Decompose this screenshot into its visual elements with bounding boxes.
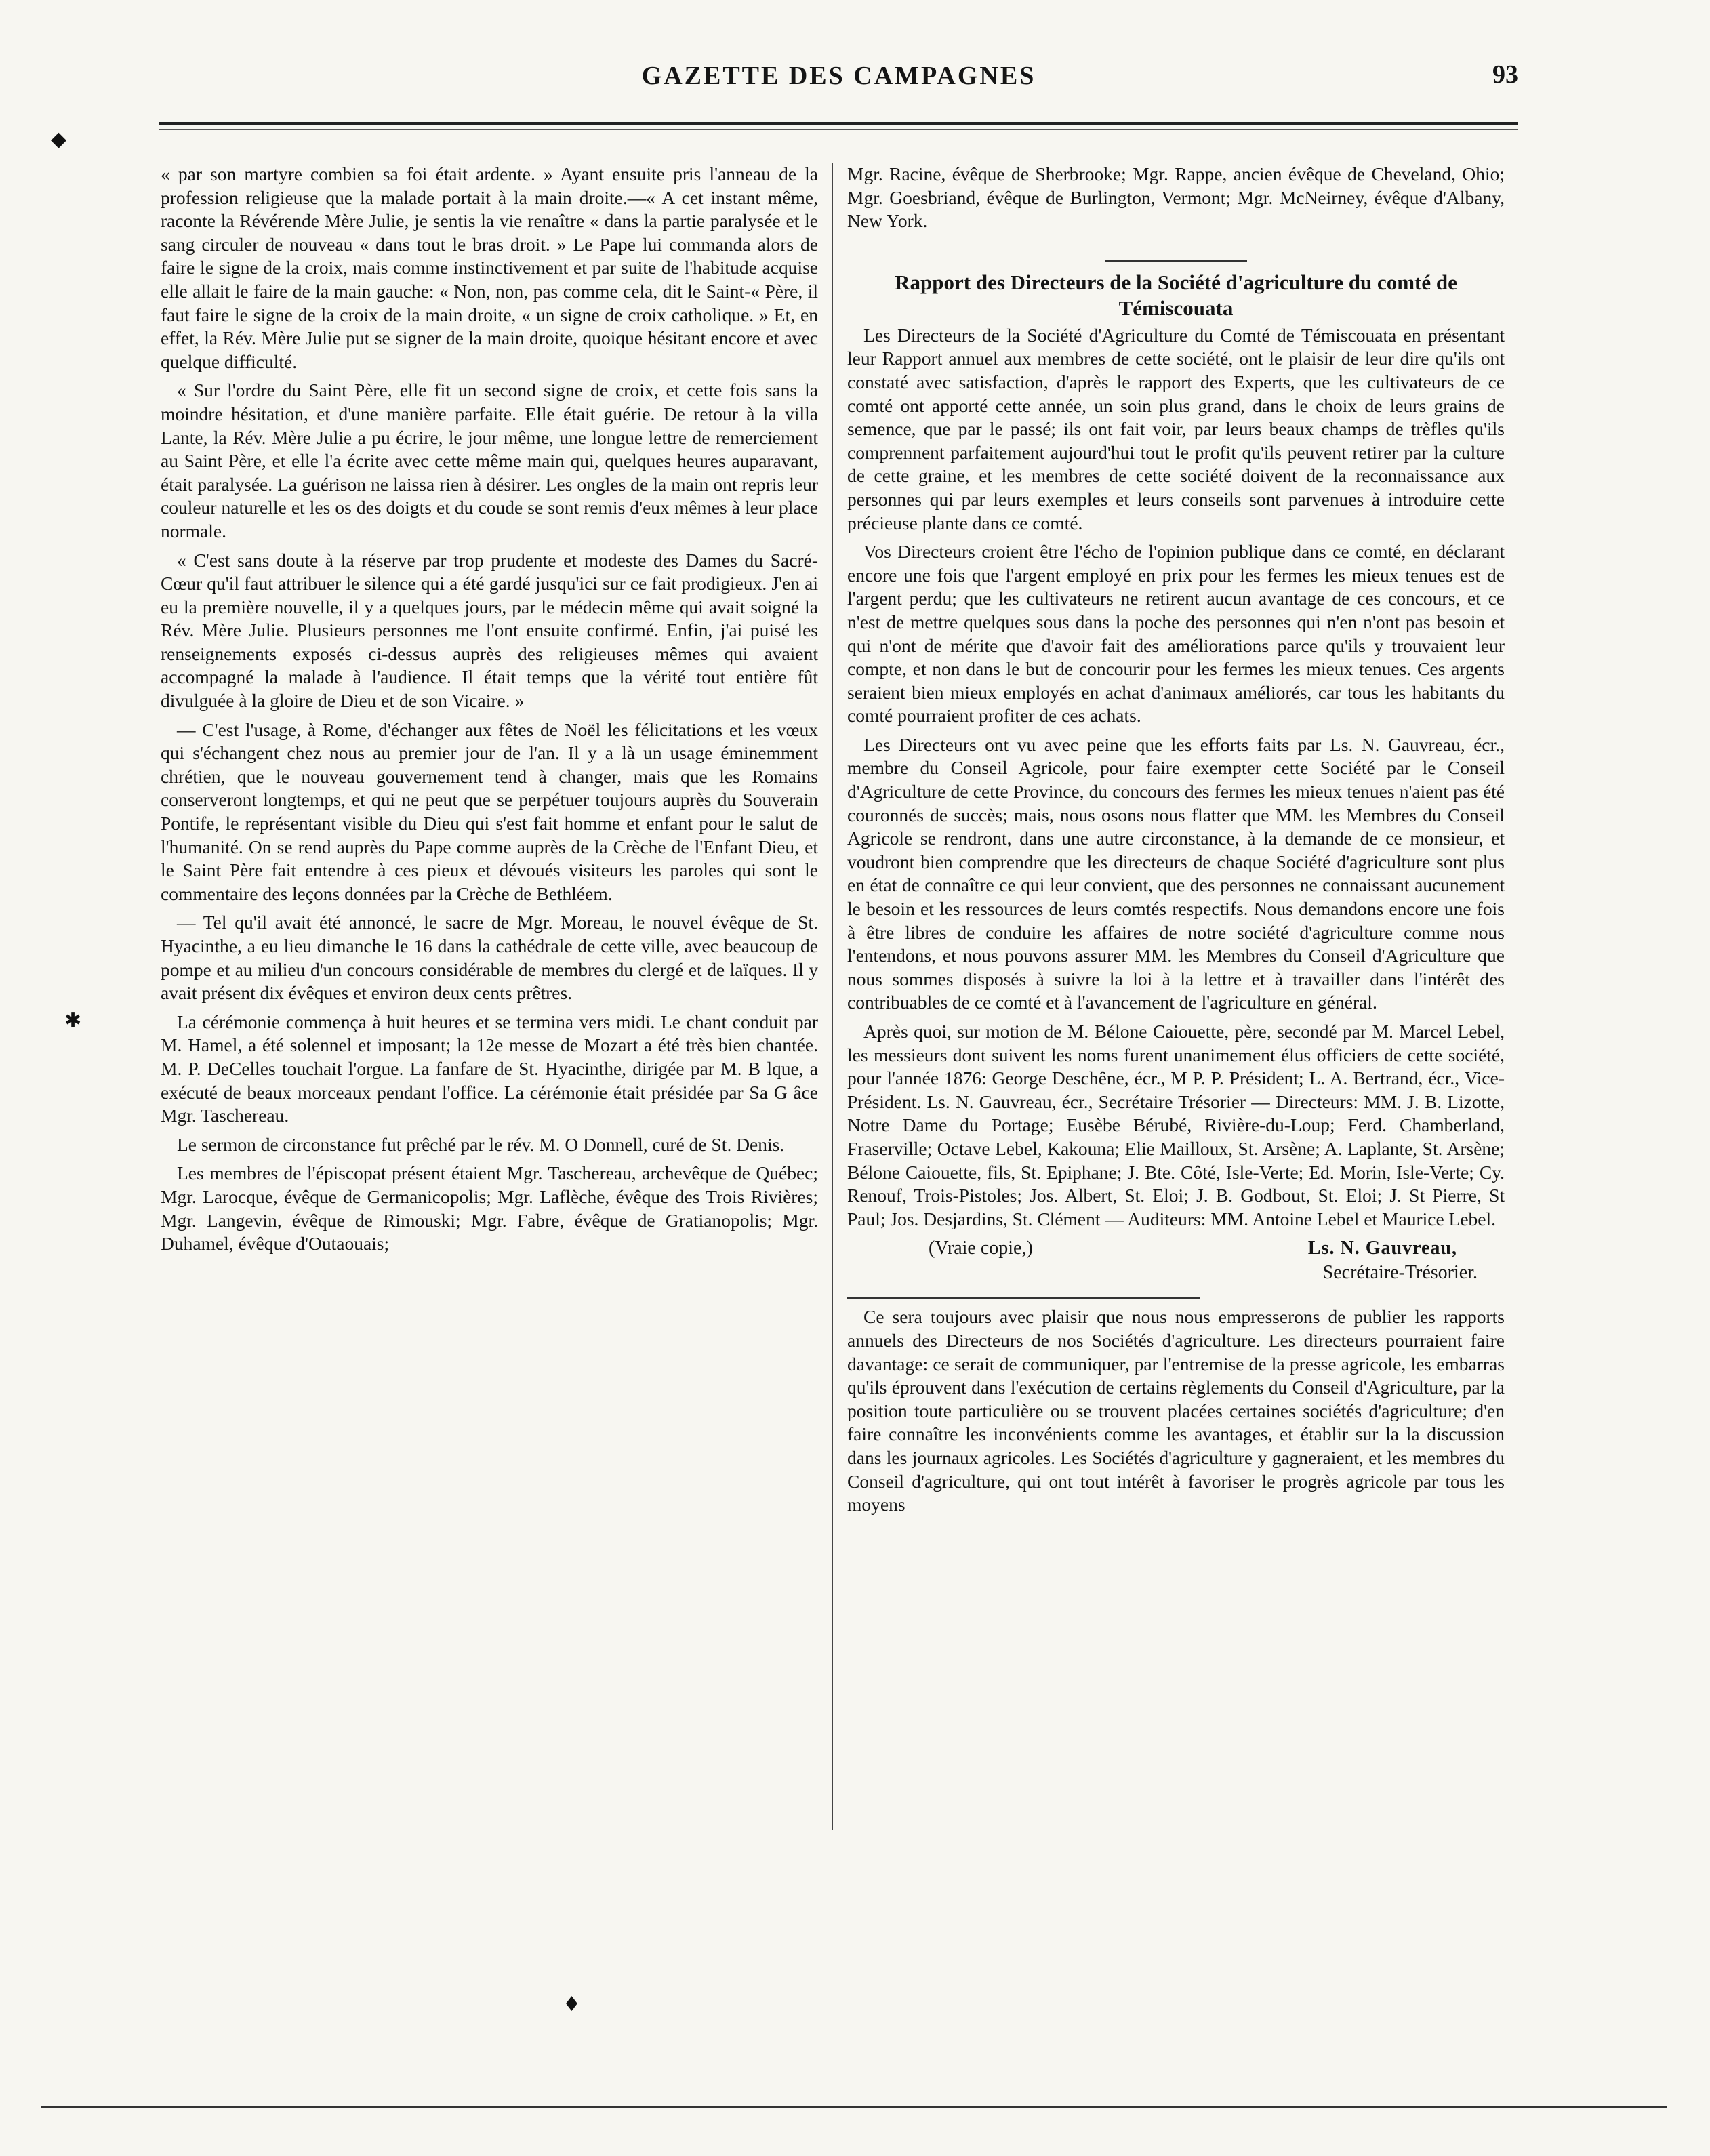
- article-paragraph: — Tel qu'il avait été annoncé, le sacre de Mgr. Moreau, le nouvel évêque de St. Hyacinthe, a eu lieu dimanche le 16 dans la cathédrale de cette ville, avec beaucoup de pompe et au milieu d'un concours considérable de membres du clergé et de laïques. Il y avait présent dix évêques et environ deux cents prêtres.: [161, 912, 818, 1004]
- report-title: Rapport des Directeurs de la Société d'agriculture du comté de Témiscouata: [895, 270, 1457, 320]
- report-paragraph: Les Directeurs ont vu avec peine que les efforts faits par Ls. N. Gauvreau, écr., membre du Conseil Agricole, pour faire exempter cette Société par le Conseil d'Agriculture de cette Province, du concours des fermes les mieux tenues n'aient pas été couronnés de succès; mais, nous osons nous flatter que MM. les Membres du Conseil Agricole se rendront, dans une autre circonstance, à la demande de ce monsieur, et voudront bien comprendre que les directeurs de chaque Société d'agriculture sont plus en état de connaître ce qui leur convient, que des personnes ne connaissant aucunement le besoin et les ressources de leurs comtés respectifs. Nous demandons encore une fois à être libres de conduire les affaires de notre société d'agriculture comme nous l'entendons, et nous pouvons assurer MM. les Membres du Conseil d'Agriculture que nous sommes disposés à suivre la loi à la lettre et à travailler dans l'intérêt des contribuables de ce comté et à l'avancement de l'agriculture en général.: [847, 733, 1505, 1013]
- report-paragraph: Les Directeurs de la Société d'Agriculture du Comté de Témiscouata en présentant leur Rapport annuel aux membres de cette société, ont le plaisir de leur dire qu'ils ont constaté avec satisfaction, d'après le rapport des Experts, que les cultivateurs de ce comté ont apporté cette année, un soin plus grand, dans le choix de leurs grains de semence, que par le passé; ils ont fait voir, par leurs beaux champs de trèfles qu'ils comprennent parfaitement aujourd'hui tout le profit qu'ils peuvent retirer par la culture de cette graine, et les membres de cette société doivent de la reconnaissance aux personnes qui par leurs exemples et leurs conseils sont parvenues à introduire cette précieuse plante dans ce comté.: [847, 324, 1505, 533]
- article-paragraph: « par son martyre combien sa foi était ardente. » Ayant ensuite pris l'anneau de la profession religieuse que la malade portait à la main droite.—« A cet instant même, raconte la Révérende Mère Julie, je sentis la vie renaître « dans la partie paralysée et le sang circuler de nouveau « dans tout le bras droit. » Le Pape lui commanda alors de faire le signe de la croix, mais comme instinctivement et par suite de l'habitude acquise elle allait le faire de la main gauche: « Non, non, pas comme cela, dit le Saint-« Père, il faut faire le signe de la croix de la main droite, « un signe de croix catholique. » Et, en effet, la Rév. Mère Julie put se signer de la main droite, quoique hésitant encore et avec quelque difficulté.: [161, 163, 818, 372]
- signatory-name: Ls. N. Gauvreau,: [1307, 1238, 1457, 1259]
- column-divider: [832, 163, 833, 1830]
- left-column: [161, 163, 818, 1261]
- article-paragraph: « C'est sans doute à la réserve par trop prudente et modeste des Dames du Sacré-Cœur qu'il faut attribuer le silence qui a été gardé jusqu'ici sur ce fait prodigieux. J'en ai eu la première nouvelle, il y a quelques jours, par le médecin même qui avait soigné la Rév. Mère Julie. Plusieurs personnes me l'ont ensuite confirmé. Enfin, j'ai puisé les renseignements exposés ci-dessus auprès des religieuses mêmes qui avaient accompagné la malade à l'audience. Il était temps que la vérité tout entière fût divulguée à la gloire de Dieu et de son Vicaire. »: [161, 549, 818, 712]
- article-paragraph: La cérémonie commença à huit heures et se termina vers midi. Le chant conduit par M. Hamel, a été solennel et imposant; la 12e messe de Mozart a été très bien chantée. M. P. DeCelles touchait l'orgue. La fanfare de St. Hyacinthe, dirigée par M. B lque, a exécuté de beaux morceaux pendant l'office. La cérémonie était présidée par Sa G âce Mgr. Taschereau.: [161, 1011, 818, 1126]
- margin-mark: ♦: [563, 1993, 581, 2016]
- copy-note: (Vraie copie,): [929, 1238, 1033, 1259]
- article-paragraph: « Sur l'ordre du Saint Père, elle fit un second signe de croix, et cette fois sans la moindre hésitation, et d'une manière parfaite. Elle était guérie. De retour à la villa Lante, la Rév. Mère Julie a pu écrire, le jour même, une longue lettre de remerciement au Saint Père, et elle l'a écrite avec cette même main qui, quelques heures auparavant, était paralysée. La guérison ne laissa rien à désirer. Les ongles de la main ont repris leur couleur naturelle et les os des doigts et du coude se sont remis d'eux mêmes à leur place normale.: [161, 380, 818, 542]
- article-paragraph: — C'est l'usage, à Rome, d'échanger aux fêtes de Noël les félicitations et les vœux qui s'échangent chez nous au premier jour de l'an. Il y a là un usage éminemment chrétien, que le nouveau gouvernement tend à changer, mais que les Romains conserveront longtemps, et qui ne peut que se perpétuer toujours auprès du Souverain Pontife, le représentant visible du Dieu qui s'est fait homme et enfant pour le salut de l'humanité. On se rend auprès du Pape comme auprès de la Crèche de l'Enfant Dieu, et le Saint Père fait entendre à ces pieux et dévoués visiteurs les paroles qui sont le commentaire des leçons données par la Crèche de Bethléem.: [161, 718, 818, 904]
- section-rule: [1105, 260, 1247, 262]
- signature-line: [847, 1236, 1505, 1261]
- right-column: [847, 163, 1505, 1522]
- report-paragraph: Vos Directeurs croient être l'écho de l'opinion publique dans ce comté, en déclarant encore une fois que l'argent employé en prix pour les fermes les mieux tenues est de l'argent perdu; que les cultivateurs ne retirent aucun avantage de ces concours, et ce n'est de mettre quelques sous dans la poche des personnes qui n'en n'ont pas besoin et qui n'ont de mérite que d'avoir fait des améliorations parce qu'ils y trouvaient leur compte, et non dans le but de concourir pour les fermes les mieux tenues. Ces argents seraient bien mieux employés en achat d'animaux améliorés, car tous les habitants du comté pourraient profiter de ces achats.: [847, 541, 1505, 727]
- footer-rule: [41, 2106, 1667, 2108]
- newspaper-title: GAZETTE DES CAMPAGNES: [641, 62, 1036, 90]
- article-paragraph: Les membres de l'épiscopat présent étaient Mgr. Taschereau, archevêque de Québec; Mgr. Larocque, évêque de Germanicopolis; Mgr. Laflèche, évêque des Trois Rivières; Mgr. Langevin, évêque de Rimouski; Mgr. Fabre, évêque de Gratianopolis; Mgr. Duhamel, évêque d'Outaouais;: [161, 1162, 818, 1255]
- article-paragraph: Ce sera toujours avec plaisir que nous nous empresserons de publier les rapports annuels des Directeurs de nos Sociétés d'agriculture. Les directeurs pourraient faire davantage: ce serait de communiquer, par l'entremise de la presse agricole, les embarras qu'ils éprouvent dans l'exécution de certains règlements du Conseil d'Agriculture, par la position toute particulière ou se trouvent placées certaines sociétés d'agriculture; d'en faire connaître les inconvénients comme les avantages, et établir sur la la discussion dans les journaux agricoles. Les Sociétés d'agriculture y gagneraient, et les membres du Conseil d'agriculture, qui ont tout intérêt à favoriser le progrès agricole par tous les moyens: [847, 1306, 1505, 1516]
- header-rule: [159, 122, 1518, 125]
- signatory-title: Secrétaire-Trésorier.: [1322, 1262, 1478, 1284]
- margin-mark: ✱: [64, 1009, 82, 1032]
- page-number: 93: [1492, 60, 1518, 89]
- page-header: [159, 56, 1518, 96]
- report-paragraph: Après quoi, sur motion de M. Bélone Caiouette, père, secondé par M. Marcel Lebel, les messieurs dont suivent les noms furent unanimement élus officiers de cette société, pour l'année 1876: George Deschêne, écr., M P. P. Président; L. A. Bertrand, écr., Vice-Président. Ls. N. Gauvreau, écr., Secrétaire Trésorier — Directeurs: MM. J. B. Lizotte, Notre Dame du Portage; Eusèbe Bérubé, Rivière-du-Loup; Ferd. Chamberland, Fraserville; Octave Lebel, Kakouna; Elie Mailloux, St. Arsène; A. Laplante, St. Arsène; Bélone Caiouette, fils, St. Epiphane; J. Bte. Côté, Isle-Verte; Ed. Morin, Isle-Verte; Cy. Renouf, Trois-Pistoles; Jos. Albert, St. Eloi; J. B. Godbout, St. Eloi; J. St Pierre, St Paul; Jos. Desjardins, St. Clément — Auditeurs: MM. Antoine Lebel et Maurice Lebel.: [847, 1021, 1505, 1229]
- section-rule: [847, 1297, 1200, 1299]
- margin-mark: ◆: [51, 127, 67, 151]
- header-rule-thin: [159, 129, 1518, 130]
- article-paragraph: Le sermon de circonstance fut prêché par le rév. M. O Donnell, curé de St. Denis.: [177, 1133, 785, 1155]
- article-paragraph: Mgr. Racine, évêque de Sherbrooke; Mgr. Rappe, ancien évêque de Cheveland, Ohio; Mgr. Goesbriand, évêque de Burlington, Vermont; Mgr. McNeirney, évêque d'Albany, New York.: [847, 163, 1505, 232]
